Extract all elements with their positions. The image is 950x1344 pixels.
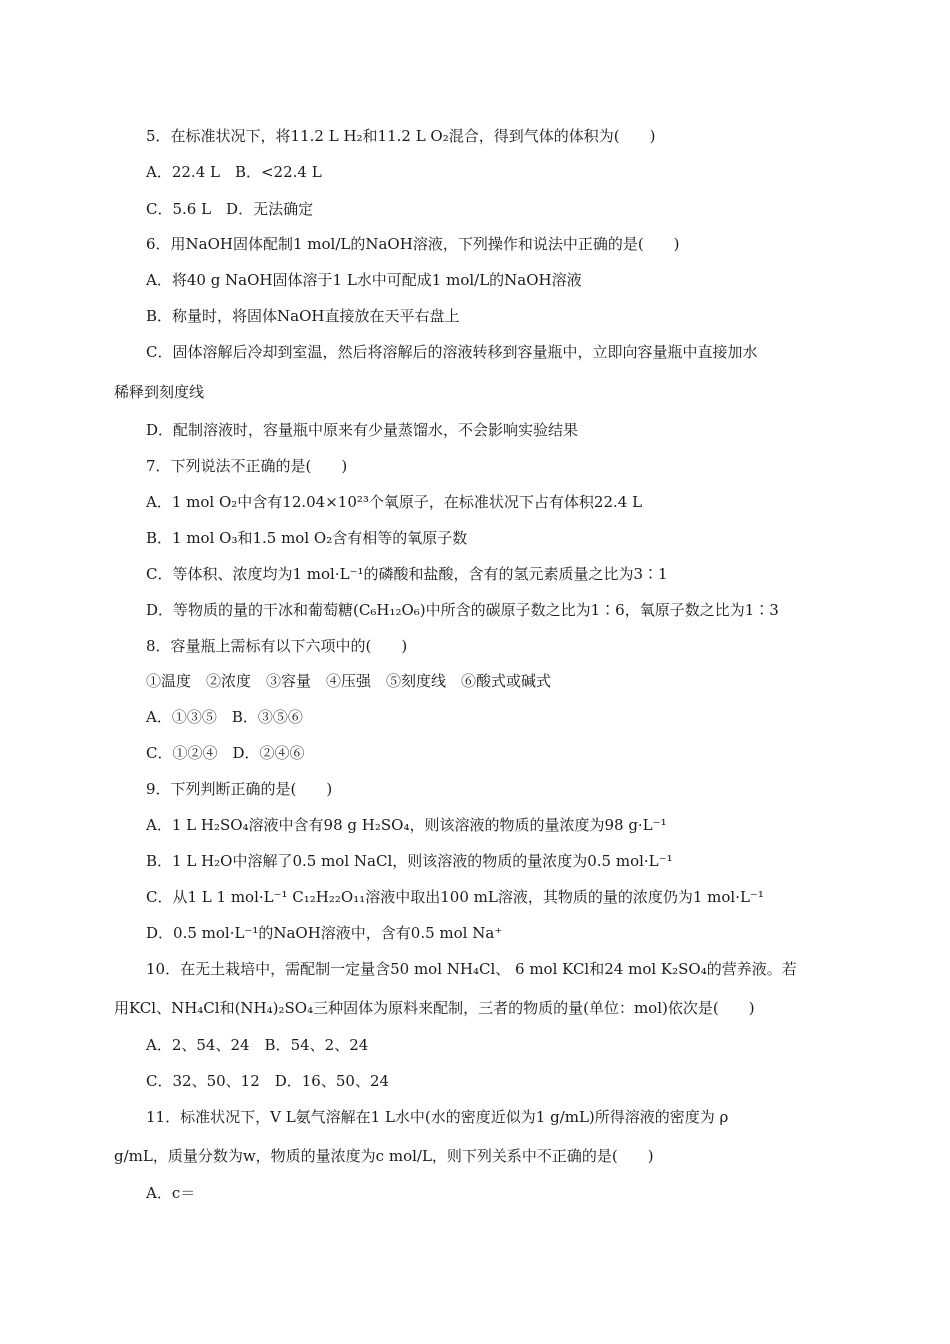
- question-6-option-c: C．固体溶解后冷却到室温，然后将溶解后的溶液转移到容量瓶中，立即向容量瓶中直接加水: [146, 343, 758, 361]
- question-10-continued: 用KCl、NH₄Cl和(NH₄)₂SO₄三种固体为原料来配制，三者的物质的量(单位：mol)依次是( ): [114, 999, 755, 1017]
- question-9-option-c: C．从1 L 1 mol·L⁻¹ C₁₂H₂₂O₁₁溶液中取出100 mL溶液，其物质的量的浓度仍为1 mol·L⁻¹: [146, 888, 764, 906]
- question-7-option-d: D．等物质的量的干冰和葡萄糖(C₆H₁₂O₆)中所含的碳原子数之比为1∶6，氧原子数之比为1∶3: [146, 601, 779, 619]
- question-8-options-cd: C．①②④ D．②④⑥: [146, 744, 305, 762]
- question-9-option-a: A．1 L H₂SO₄溶液中含有98 g H₂SO₄，则该溶液的物质的量浓度为98 g·L⁻¹: [146, 816, 667, 834]
- question-6: 6．用NaOH固体配制1 mol/L的NaOH溶液，下列操作和说法中正确的是( ): [146, 235, 680, 253]
- question-7: 7．下列说法不正确的是( ): [146, 457, 348, 475]
- question-5-options-ab: A．22.4 L B．<22.4 L: [146, 163, 322, 181]
- question-9-option-d: D．0.5 mol·L⁻¹的NaOH溶液中，含有0.5 mol Na⁺: [146, 924, 503, 942]
- question-7-option-a: A．1 mol O₂中含有12.04×10²³个氧原子，在标准状况下占有体积22.4 L: [146, 493, 643, 511]
- question-6-option-a: A．将40 g NaOH固体溶于1 L水中可配成1 mol/L的NaOH溶液: [146, 271, 582, 289]
- question-10: 10．在无土栽培中，需配制一定量含50 mol NH₄Cl、 6 mol KCl和24 mol K₂SO₄的营养液。若: [146, 960, 797, 978]
- question-9-option-b: B．1 L H₂O中溶解了0.5 mol NaCl，则该溶液的物质的量浓度为0.5 mol·L⁻¹: [146, 852, 673, 870]
- question-9: 9．下列判断正确的是( ): [146, 780, 333, 798]
- question-6-option-d: D．配制溶液时，容量瓶中原来有少量蒸馏水，不会影响实验结果: [146, 421, 579, 439]
- question-7-option-b: B．1 mol O₃和1.5 mol O₂含有相等的氧原子数: [146, 529, 468, 547]
- question-11-option-a: A．c＝: [146, 1184, 196, 1202]
- question-10-options-ab: A．2、54、24 B．54、2、24: [146, 1036, 369, 1054]
- question-8-items: ①温度 ②浓度 ③容量 ④压强 ⑤刻度线 ⑥酸式或碱式: [146, 672, 552, 690]
- question-11: 11．标准状况下，V L氨气溶解在1 L水中(水的密度近似为1 g/mL)所得溶液的密度为 ρ: [146, 1108, 729, 1126]
- question-5: 5．在标准状况下，将11.2 L H₂和11.2 L O₂混合，得到气体的体积为( ): [146, 127, 656, 145]
- question-10-options-cd: C．32、50、12 D．16、50、24: [146, 1072, 390, 1090]
- question-6-option-c-continued: 稀释到刻度线: [114, 383, 205, 401]
- question-7-option-c: C．等体积、浓度均为1 mol·L⁻¹的磷酸和盐酸，含有的氢元素质量之比为3∶1: [146, 565, 668, 583]
- question-8: 8．容量瓶上需标有以下六项中的( ): [146, 637, 408, 655]
- question-11-continued: g/mL，质量分数为w，物质的量浓度为c mol/L，则下列关系中不正确的是( ): [114, 1147, 654, 1165]
- question-5-options-cd: C．5.6 L D．无法确定: [146, 200, 314, 218]
- question-8-options-ab: A．①③⑤ B．③⑤⑥: [146, 708, 303, 726]
- question-6-option-b: B．称量时，将固体NaOH直接放在天平右盘上: [146, 307, 460, 325]
